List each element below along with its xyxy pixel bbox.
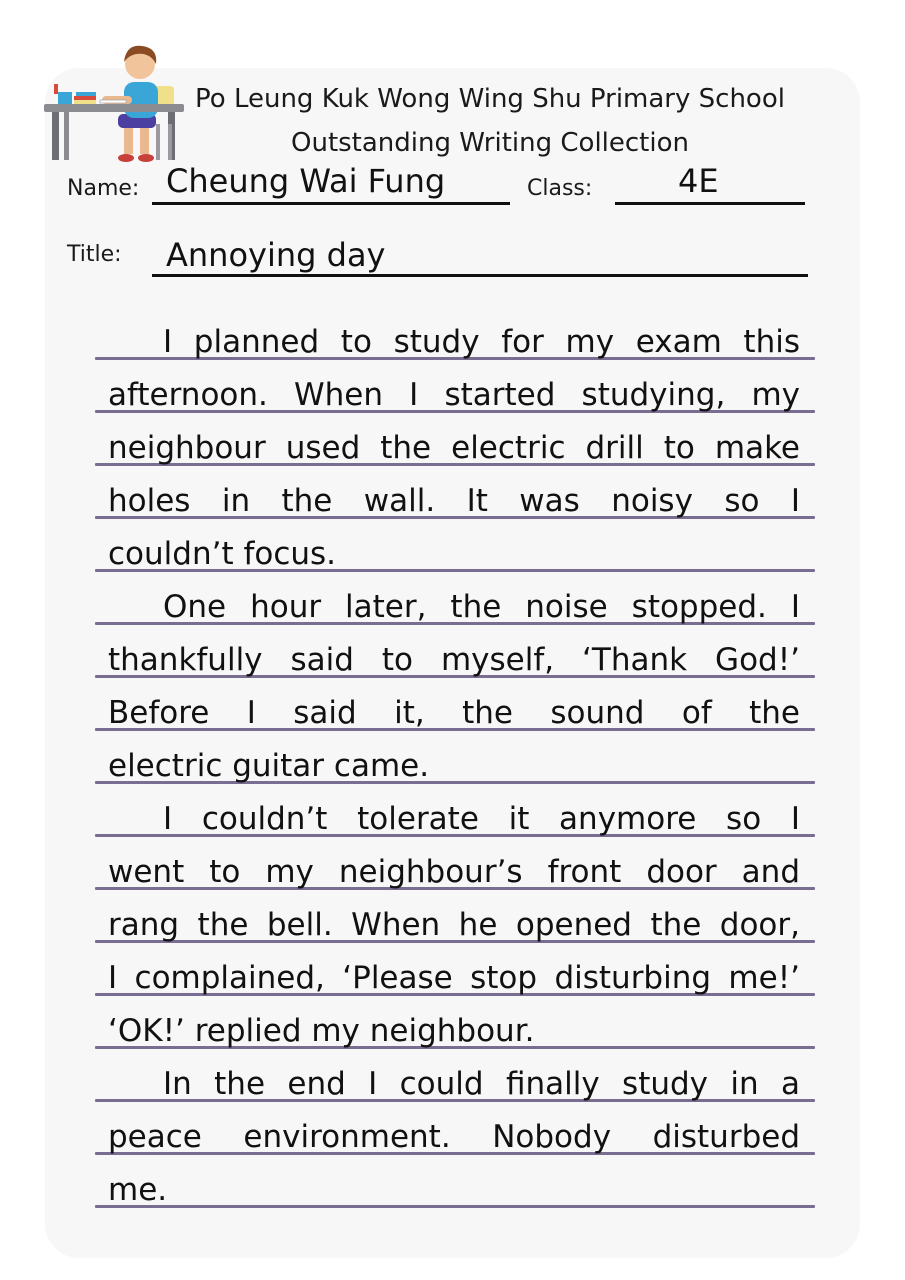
title-underline <box>152 274 808 277</box>
essay-line: went to my neighbour’s front door and <box>108 854 800 890</box>
essay-line: One hour later, the noise stopped. I <box>163 589 800 625</box>
name-underline <box>152 202 510 205</box>
student-name: Cheung Wai Fung <box>166 162 446 200</box>
essay-line: In the end I could finally study in a <box>163 1066 800 1102</box>
student-at-desk-icon <box>40 38 190 166</box>
essay-line: couldn’t focus. <box>108 536 337 572</box>
essay-line: rang the bell. When he opened the door, <box>108 907 800 943</box>
essay-line: electric guitar came. <box>108 748 430 784</box>
essay-line: Before I said it, the sound of the <box>108 695 800 731</box>
collection-name: Outstanding Writing Collection <box>291 128 689 158</box>
essay-line: I planned to study for my exam this <box>163 324 800 360</box>
essay-line: neighbour used the electric drill to make <box>108 430 800 466</box>
name-label: Name: <box>67 176 140 201</box>
school-name: Po Leung Kuk Wong Wing Shu Primary School <box>195 84 785 114</box>
essay-line: I couldn’t tolerate it anymore so I <box>163 801 800 837</box>
class-label: Class: <box>527 176 593 201</box>
essay-line: peace environment. Nobody disturbed <box>108 1119 800 1155</box>
essay-line: I complained, ‘Please stop disturbing me!’ <box>108 960 800 996</box>
essay-line: ‘OK!’ replied my neighbour. <box>108 1013 535 1049</box>
class-underline <box>615 202 805 205</box>
class-value: 4E <box>678 162 719 200</box>
essay-title: Annoying day <box>166 236 386 274</box>
title-label: Title: <box>67 242 122 267</box>
essay-line: thankfully said to myself, ‘Thank God!’ <box>108 642 800 678</box>
essay-line: me. <box>108 1172 168 1208</box>
essay-line: holes in the wall. It was noisy so I <box>108 483 800 519</box>
essay-line: afternoon. When I started studying, my <box>108 377 800 413</box>
